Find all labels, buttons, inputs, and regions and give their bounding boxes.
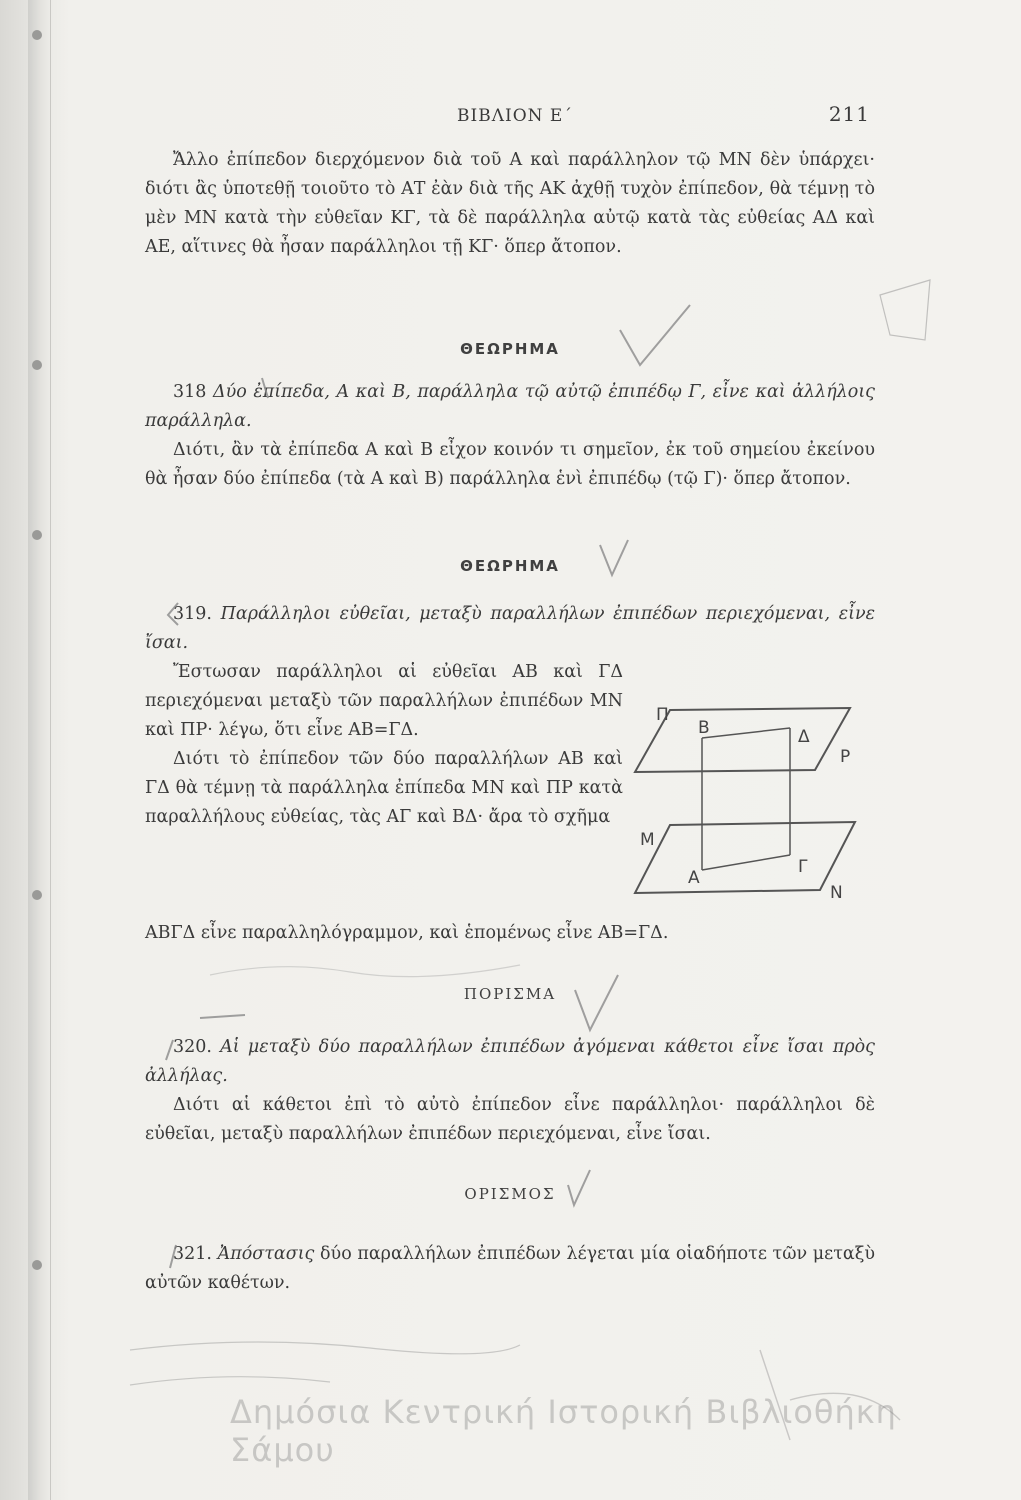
label-r: Ρ — [840, 747, 851, 767]
section-heading-320: ΠΟΡΙΣΜΑ — [463, 985, 557, 1003]
section-heading-321: ΟΡΙΣΜΟΣ — [464, 1185, 556, 1203]
library-watermark: Δημόσια Κεντρική Ιστορική Βιβλιοθήκη Σάμου — [230, 1393, 897, 1469]
label-a: Α — [688, 868, 700, 888]
section-heading-319: ΘΕΩΡΗΜΑ — [460, 557, 560, 575]
pencil-sketch — [880, 280, 930, 340]
pencil-tick — [170, 1245, 176, 1268]
checkmark-icon — [575, 975, 618, 1030]
label-g: Γ — [798, 857, 808, 877]
intro-paragraph: Ἄλλο ἐπίπεδον διερχόμενον διὰ τοῦ Α καὶ παράλληλον τῷ ΜΝ δὲν ὑπάρχει· διότι ἂς ὑποτεθῇ τοιοῦτο τὸ ΑΤ ἐὰν διὰ τῆς ΑΚ ἀχθῇ τυχὸν ἐπίπεδον, θὰ τέμνῃ τὸ μὲν ΜΝ κατὰ τὴν εὐθεῖαν ΚΓ, τὰ δὲ παράλληλα αὐτῷ κατὰ τὰς εὐθείας ΑΔ καὶ ΑΕ, αἵτινες θὰ ἦσαν παράλληλοι τῇ ΚΓ· ὅπερ ἄτοπον. — [145, 150, 875, 257]
definition-term: Ἀπόστασις — [217, 1244, 315, 1264]
label-d: Δ — [798, 727, 810, 747]
definition-number: 321. — [173, 1244, 212, 1264]
proof-conclusion: ΑΒΓΔ εἶνε παραλληλόγραμμον, καὶ ἑπομένως εἶνε ΑΒ=ΓΔ. — [145, 923, 669, 943]
section-heading-318: ΘΕΩΡΗΜΑ — [460, 340, 560, 358]
pencil-tick — [166, 1040, 173, 1060]
pencil-tick — [262, 378, 268, 398]
label-m: Μ — [640, 830, 655, 850]
label-p: Π — [656, 705, 669, 725]
corollary-number: 320. — [173, 1037, 212, 1057]
pencil-scribble — [210, 965, 520, 977]
page-number: 211 — [828, 102, 870, 126]
proof-paragraph: Διότι τὸ ἐπίπεδον τῶν δύο παραλλήλων ΑΒ καὶ ΓΔ θὰ τέμνῃ τὰ παράλληλα ἐπίπεδα ΜΝ καὶ ΠΡ κατὰ παραλλήλους εὐθείας, τὰς ΑΓ καὶ ΒΔ· ἄρα τὸ σχῆμα — [145, 749, 623, 827]
corollary-statement: Αἱ μεταξὺ δύο παραλλήλων ἐπιπέδων ἀγόμεναι κάθετοι εἶνε ἴσαι πρὸς ἀλλήλας. — [145, 1037, 875, 1086]
theorem-statement: Παράλληλοι εὐθεῖαι, μεταξὺ παραλλήλων ἐπιπέδων περιεχόμεναι, εἶνε ἴσαι. — [145, 604, 875, 653]
corollary-proof: Διότι αἱ κάθετοι ἐπὶ τὸ αὐτὸ ἐπίπεδον εἶνε παράλληλοι· παράλληλοι δὲ εὐθεῖαι, μεταξὺ παραλλήλων ἐπιπέδων περιεχόμεναι, εἶνε ἴσαι. — [145, 1095, 875, 1144]
theorem-statement: Δύο ἐπίπεδα, Α καὶ Β, παράλληλα τῷ αὐτῷ ἐπιπέδῳ Γ, εἶνε καὶ ἀλλήλοις παράλληλα. — [145, 382, 875, 431]
theorem-proof: Διότι, ἂν τὰ ἐπίπεδα Α καὶ Β εἶχον κοινόν τι σημεῖον, ἐκ τοῦ σημείου ἐκείνου θὰ ἦσαν δύο ἐπίπεδα (τὰ Α καὶ Β) παράλληλα ἑνὶ ἐπιπέδῳ (τῷ Γ)· ὅπερ ἄτοπον. — [145, 440, 875, 489]
pencil-scribble — [130, 1377, 330, 1385]
theorem-number: 318 — [173, 382, 207, 402]
label-n: Ν — [830, 883, 843, 903]
theorem-number: 319. — [173, 604, 212, 624]
label-b: Β — [698, 718, 710, 738]
definition-text: δύο παραλλήλων ἐπιπέδων λέγεται μία οἱαδήποτε τῶν μεταξὺ αὐτῶν καθέτων. — [145, 1244, 875, 1293]
pencil-tick — [200, 1015, 245, 1018]
book-title: ΒΙΒΛΙΟΝ Ε΄ — [457, 106, 573, 126]
checkmark-icon — [600, 540, 628, 575]
checkmark-icon — [620, 305, 690, 365]
pencil-scribble — [130, 1342, 520, 1354]
checkmark-icon — [568, 1170, 590, 1205]
proof-paragraph: Ἔστωσαν παράλληλοι αἱ εὐθεῖαι ΑΒ καὶ ΓΔ περιεχόμεναι μεταξὺ τῶν παραλλήλων ἐπιπέδων ΜΝ καὶ ΠΡ· λέγω, ὅτι εἶνε ΑΒ=ΓΔ. — [145, 662, 623, 740]
pencil-tick — [168, 603, 178, 625]
